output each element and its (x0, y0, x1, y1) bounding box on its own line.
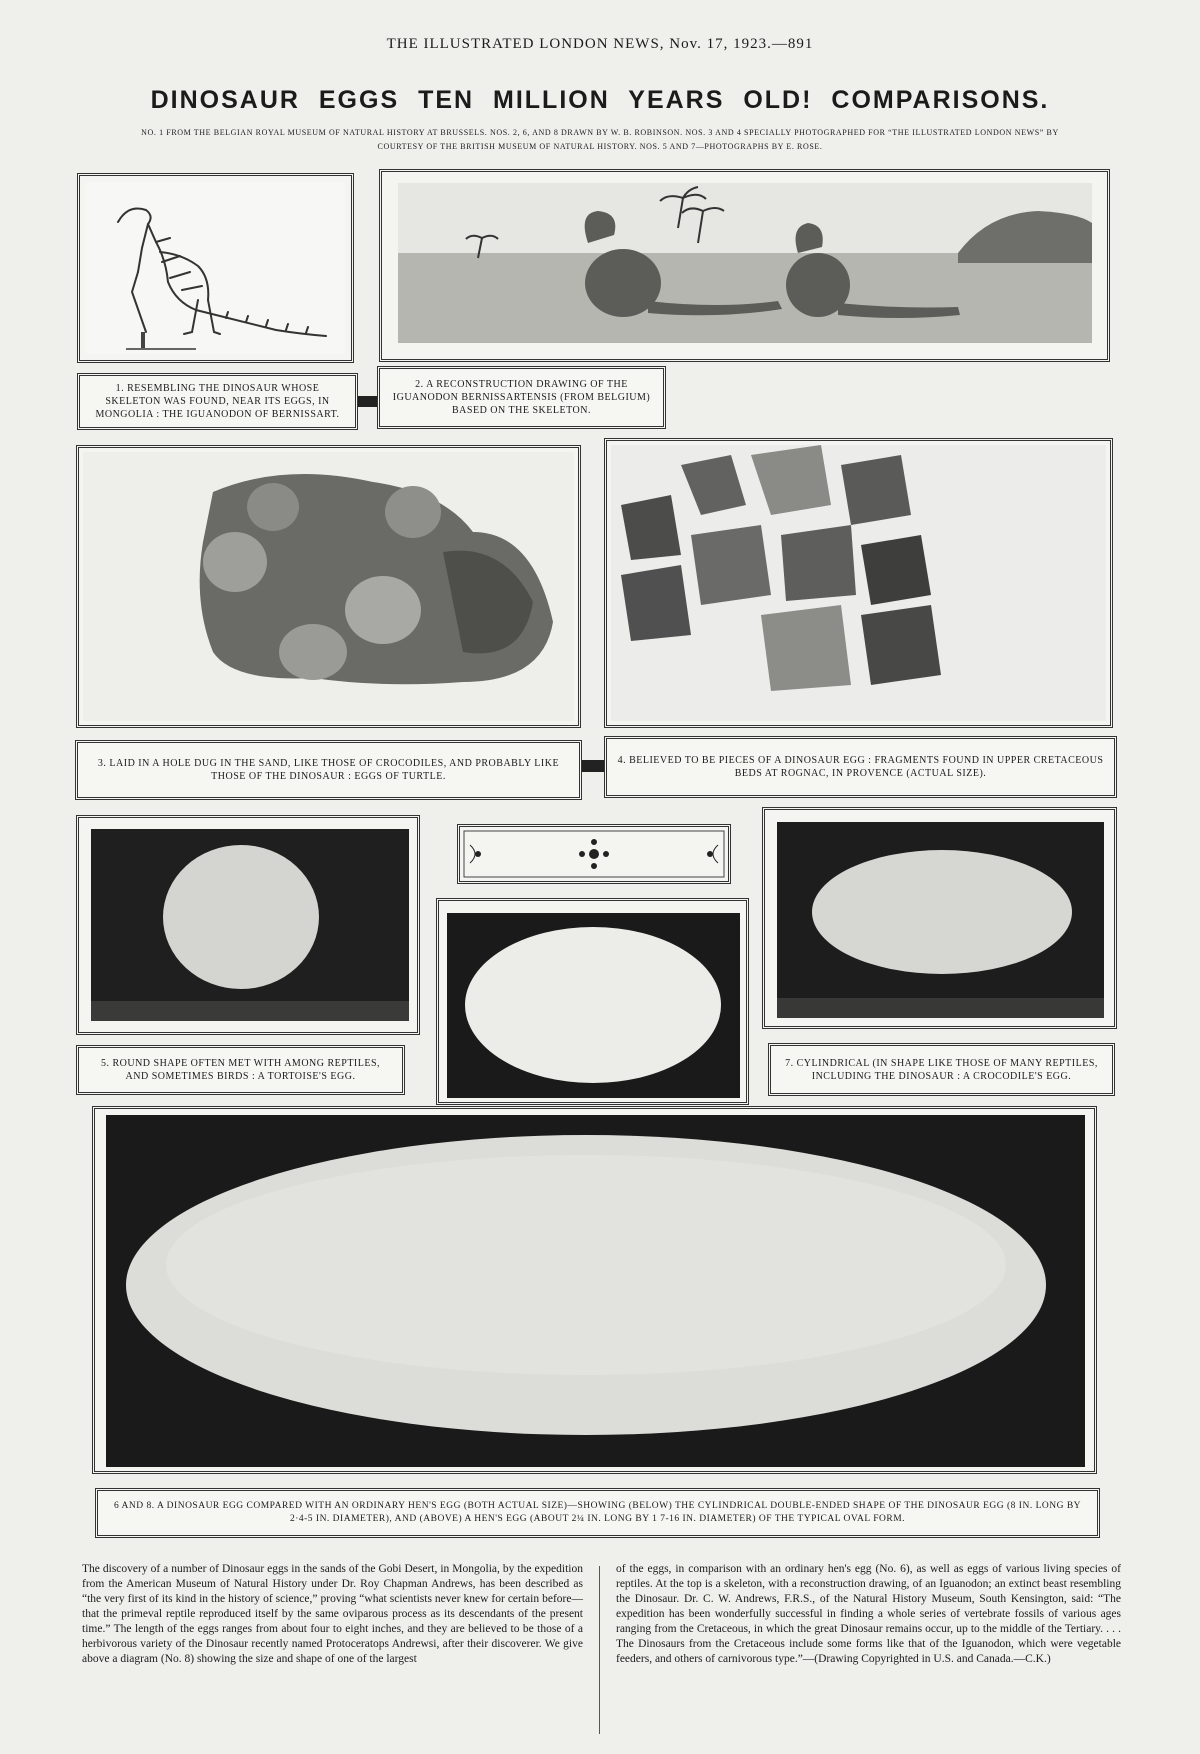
figure-3-turtle-eggs (76, 445, 581, 728)
egg-fragments-image (611, 445, 1106, 721)
figure-6-hens-egg (436, 898, 749, 1105)
running-head: THE ILLUSTRATED LONDON NEWS, Nov. 17, 1923.—891 (386, 36, 814, 52)
dinosaur-egg-image (106, 1115, 1085, 1467)
hens-egg-image (447, 913, 740, 1098)
iguanodon-skeleton-image (86, 182, 345, 354)
caption-figure-5: 5. ROUND SHAPE OFTEN MET WITH AMONG REPTILES, AND SOMETIMES BIRDS : A TORTOISE'S EGG. (76, 1045, 405, 1095)
caption-figure-7: 7. CYLINDRICAL (IN SHAPE LIKE THOSE OF MANY REPTILES, INCLUDING THE DINOSAUR : A CROCODILE'S EGG. (768, 1043, 1115, 1096)
figure-4-egg-fragments (604, 438, 1113, 728)
caption-connector-2 (582, 760, 604, 772)
caption-figure-6-and-8: 6 AND 8. A DINOSAUR EGG COMPARED WITH AN ORDINARY HEN'S EGG (BOTH ACTUAL SIZE)—SHOWING (BELOW) THE CYLINDRICAL DOUBLE-ENDED SHAPE OF THE DINOSAUR EGG (8 IN. LONG BY 2·4-5 IN. DIAMETER), AND (ABOVE) A HEN'S EGG (ABOUT 2¼ IN. LONG BY 1 7-16 IN. DIAMETER) OF THE TYPICAL OVAL FORM. (95, 1488, 1100, 1538)
caption-figure-4: 4. BELIEVED TO BE PIECES OF A DINOSAUR EGG : FRAGMENTS FOUND IN UPPER CRETACEOUS BEDS AT ROGNAC, IN PROVENCE (ACTUAL SIZE). (604, 736, 1117, 798)
crocodile-egg-image (777, 822, 1104, 1018)
figure-2-reconstruction (379, 169, 1110, 362)
figure-8-dinosaur-egg (92, 1106, 1097, 1474)
caption-figure-1: 1. RESEMBLING THE DINOSAUR WHOSE SKELETON WAS FOUND, NEAR ITS EGGS, IN MONGOLIA : THE IGUANODON OF BERNISSART. (77, 373, 358, 430)
iguanodon-reconstruction-image (398, 183, 1092, 343)
figure-5-tortoise-egg (76, 815, 420, 1035)
figure-7-crocodile-egg (762, 807, 1117, 1029)
column-divider (599, 1566, 600, 1734)
page-headline: DINOSAUR EGGS TEN MILLION YEARS OLD! COMPARISONS. (150, 86, 1050, 114)
article-column-left: The discovery of a number of Dinosaur eggs in the sands of the Gobi Desert, in Mongolia, by the expedition from the American Museum of Natural History under Dr. Roy Chapman Andrews, has been described as “the very first of its kind in the history of science,” proving “what scientists never knew for certain before—that the primeval reptile reproduced itself by the same oviparous process as its descendants of the present time.” The length of the eggs ranges from about four to eight inches, and they are believed to be those of a herbivorous variety of the Dinosaur recently named Protoceratops Andrewsi, after their discoverer. We give above a diagram (No. 8) showing the size and shape of one of the largest (82, 1563, 583, 1665)
caption-figure-3: 3. LAID IN A HOLE DUG IN THE SAND, LIKE THOSE OF CROCODILES, AND PROBABLY LIKE THOSE OF THE DINOSAUR : EGGS OF TURTLE. (75, 740, 582, 800)
floral-ornament (460, 827, 728, 881)
tortoise-egg-image (91, 829, 409, 1021)
figure-1-skeleton (77, 173, 354, 363)
article-column-right: of the eggs, in comparison with an ordinary hen's egg (No. 6), as well as eggs of various living species of reptiles. At the top is a skeleton, with a reconstruction drawing, of an Iguanodon; an extinct beast resembling the Dinosaur. Dr. C. W. Andrews, F.R.S., of the Natural History Museum, South Kensington, said: “The expedition has been wonderfully successful in finding a whole series of vertebrate fossils of various ages ranging from the Cretaceous, in which the great Dinosaur remains occur, up to the middle of the Tertiary. . . . The Dinosaurs from the Cretaceous include some forms like that of the Iguanodon, which were vegetable feeders, and others of carnivorous type.”—(Drawing Copyrighted in U.S. and Canada.—C.K.) (616, 1563, 1121, 1665)
ornament-panel (457, 824, 731, 884)
caption-figure-2: 2. A RECONSTRUCTION DRAWING OF THE IGUANODON BERNISSARTENSIS (FROM BELGIUM) BASED ON THE SKELETON. (377, 366, 666, 429)
turtle-eggs-image (83, 452, 574, 721)
caption-connector (358, 396, 377, 407)
photo-credits: NO. 1 FROM THE BELGIAN ROYAL MUSEUM OF NATURAL HISTORY AT BRUSSELS. NOS. 2, 6, AND 8 DRAWN BY W. B. ROBINSON. NOS. 3 AND 4 SPECIALLY PHOTOGRAPHED FOR “THE ILLUSTRATED LONDON NEWS” BY COURTESY OF THE BRITISH MUSEUM OF NATURAL HISTORY. NOS. 5 AND 7—PHOTOGRAPHS BY E. ROSE. (141, 128, 1059, 151)
